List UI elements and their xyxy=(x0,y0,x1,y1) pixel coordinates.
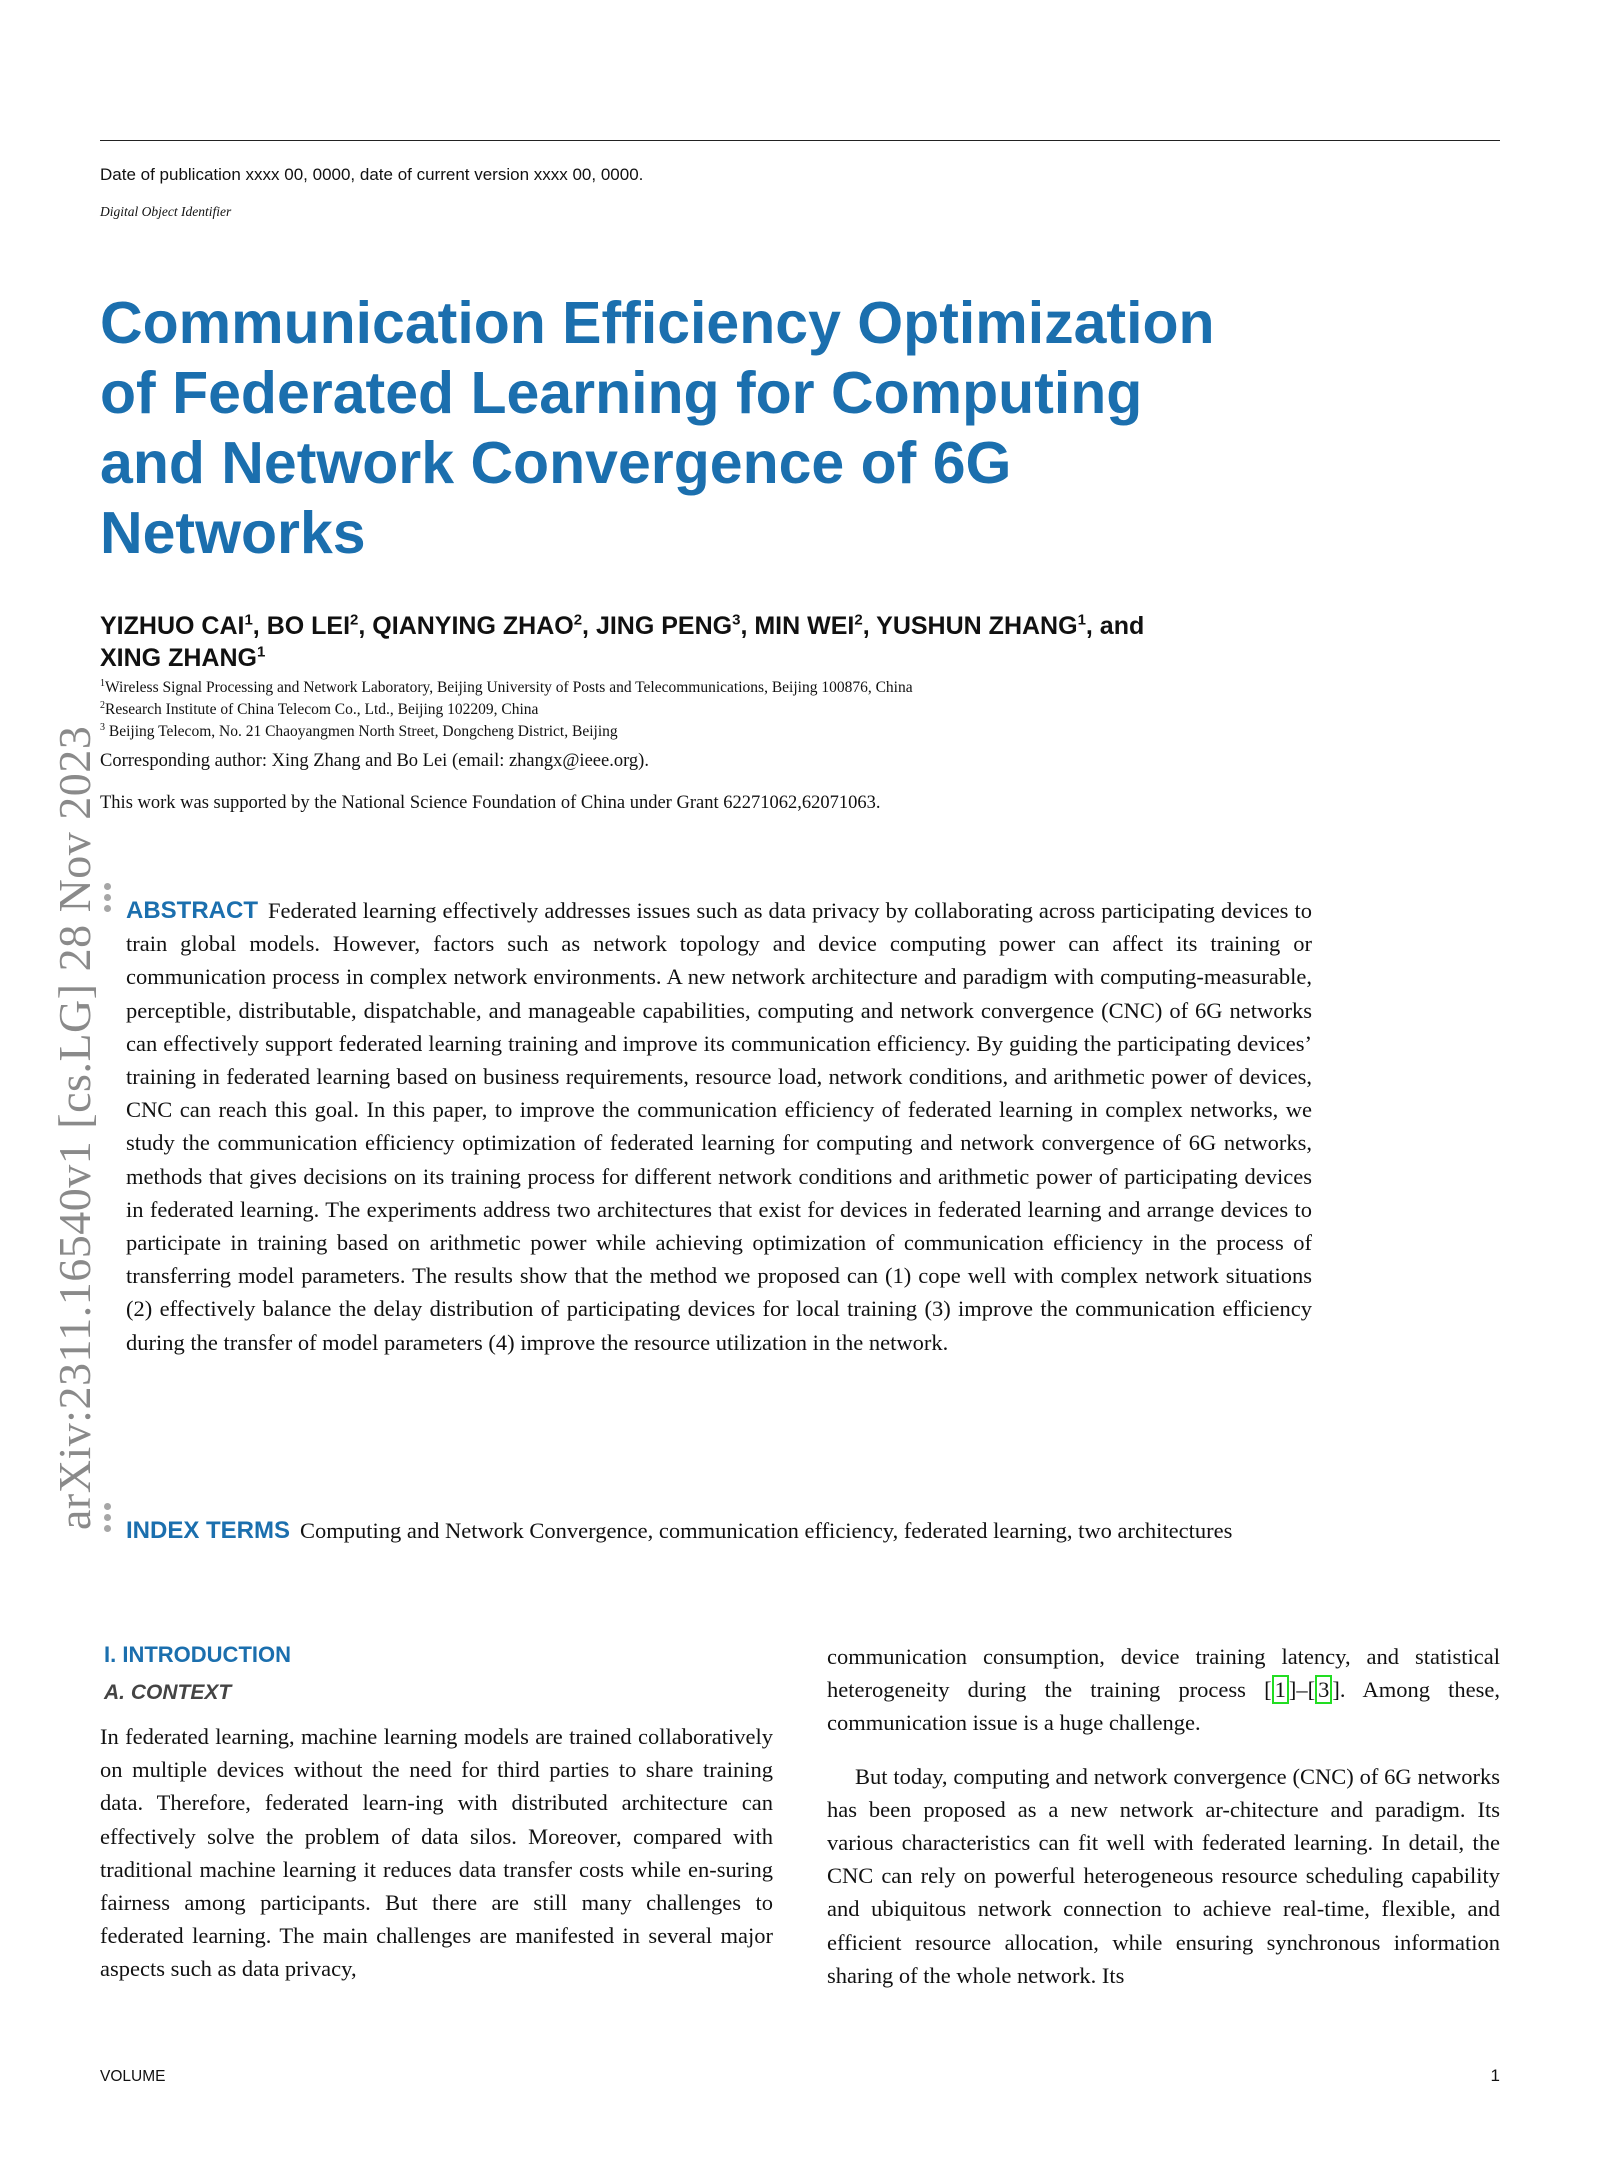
author-name: JING PENG xyxy=(595,612,733,640)
citation-link-3[interactable]: 3 xyxy=(1315,1675,1332,1704)
body-paragraph: communication consumption, device training latency, and statistical heterogeneity during the training process [ 1 ]–[ 3 ]. Among these, communication issue is a huge challenge. xyxy=(827,1644,1500,1736)
author-name: YUSHUN ZHANG xyxy=(876,612,1078,640)
index-terms-dots-icon xyxy=(104,1503,111,1536)
citation-link-1[interactable]: 1 xyxy=(1272,1675,1289,1704)
title-line: Communication Efficiency Optimization xyxy=(100,290,1215,356)
author-name: YIZHUO CAI xyxy=(100,612,245,640)
corresponding-author: Corresponding author: Xing Zhang and Bo Lei (email: zhangx@ieee.org). xyxy=(100,751,649,771)
doi-label: Digital Object Identifier xyxy=(100,204,232,219)
affiliations xyxy=(100,677,913,743)
author-affil-mark: 3 xyxy=(732,611,741,629)
abstract-text: Federated learning effectively addresses issues such as data privacy by collaborating across participating devices to train global models. However, factors such as network topology and device computing power can affect its training or communication process in complex network environments. A new network architecture and paradigm with computing-measurable, perceptible, distributable, dispatchable, and manageable capabilities, computing and network convergence (CNC) of 6G networks can effectively support federated learning training and improve its communication efficiency. By guiding the participating devices’ training in federated learning based on business requirements, resource load, network conditions, and arithmetic power of devices, CNC can reach this goal. In this paper, to improve the communication efficiency of federated learning in complex networks, we study the communication efficiency optimization of federated learning for computing and network convergence of 6G networks, methods that gives decisions on its training process for different network conditions and arithmetic power of participating devices in federated learning. The experiments address two architectures that exist for devices in federated learning and arrange devices to participate in training based on arithmetic power while achieving optimization of communication efficiency in the process of transferring model parameters. The results show that the method we proposed can (1) cope well with complex network situations (2) effectively balance the delay distribution of participating devices for local training (3) improve the communication efficiency during the transfer of model parameters (4) improve the resource utilization in the network. xyxy=(126,898,1312,1355)
right-column xyxy=(827,1640,1500,1992)
subsection-heading-context: A. CONTEXT xyxy=(104,1681,232,1704)
affiliation-item: $^1$Wireless Signal Processing and Network Laboratory, Beijing University of Posts and Telecommunications, Beijing 100876, China xyxy=(100,677,913,696)
index-terms-label: INDEX TERMS xyxy=(126,1517,291,1544)
left-column xyxy=(100,1640,773,1986)
abstract xyxy=(126,894,1312,1359)
author-name: XING ZHANG xyxy=(100,644,257,672)
author-affil-mark: 2 xyxy=(854,611,863,629)
arxiv-stamp[interactable]: arXiv:2311.16540v1 [cs.LG] 28 Nov 2023 xyxy=(49,725,100,1530)
affiliation-item: $^2$Research Institute of China Telecom Co., Ltd., Beijing 102209, China xyxy=(100,699,539,718)
author-affil-mark: 2 xyxy=(573,611,583,629)
section-heading-introduction: I. INTRODUCTION xyxy=(104,1642,291,1667)
abstract-label: ABSTRACT xyxy=(126,897,258,924)
author-affil-mark: 1 xyxy=(244,611,253,629)
author-name: QIANYING ZHAO xyxy=(372,612,574,640)
author-affil-mark: 1 xyxy=(1077,611,1086,629)
index-terms xyxy=(126,1514,1312,1547)
index-terms-text: Computing and Network Convergence, communication efficiency, federated learning, two architectures xyxy=(300,1518,1233,1543)
abstract-dots-icon xyxy=(104,883,111,916)
author-name: BO LEI xyxy=(266,612,351,640)
author-affil-mark: 1 xyxy=(256,643,266,661)
page-number: 1 xyxy=(1490,2066,1500,2085)
header-rule xyxy=(100,140,1500,141)
title-line: Networks xyxy=(100,500,366,566)
author-name: MIN WEI xyxy=(754,612,855,640)
publication-date-line: Date of publication xxxx 00, 0000, date of current version xxxx 00, 0000. xyxy=(100,165,644,184)
affiliation-item: $^3$ Beijing Telecom, No. 21 Chaoyangmen North Street, Dongcheng District, Beijing xyxy=(100,721,618,740)
author-list: YIZHUO CAI$^1$, BO LEI$^2$, QIANYING ZHAO$^2$, JING PENG$^3$, MIN WEI$^2$, YUSHUN ZHANG$^1$, and XING ZHANG$^1$ xyxy=(100,611,1145,672)
title-line: of Federated Learning for Computing xyxy=(100,360,1143,426)
funding-note: This work was supported by the National Science Foundation of China under Grant 62271062,62071063. xyxy=(100,793,881,813)
body-paragraph: In federated learning, machine learning models are trained collaboratively on multiple devices without the need for third parties to share training data. Therefore, federated learn-ing with distributed architecture can effectively solve the problem of data silos. Moreover, compared with traditional machine learning it reduces data transfer costs while en-suring fairness among participants. But there are still many challenges to federated learning. The main challenges are manifested in several major aspects such as data privacy, xyxy=(100,1724,773,1982)
footer-volume: VOLUME xyxy=(100,2068,166,2085)
author-affil-mark: 2 xyxy=(350,611,359,629)
body-paragraph: But today, computing and network convergence (CNC) of 6G networks has been proposed as a new network ar-chitecture and paradigm. Its various characteristics can fit well with federated learning. In detail, the CNC can rely on powerful heterogeneous resource scheduling capability and ubiquitous network connection to achieve real-time, flexible, and efficient resource allocation, while ensuring synchronous information sharing of the whole network. Its xyxy=(827,1763,1500,1988)
paper-title xyxy=(100,288,1300,568)
title-line: and Network Convergence of 6G xyxy=(100,430,1012,496)
